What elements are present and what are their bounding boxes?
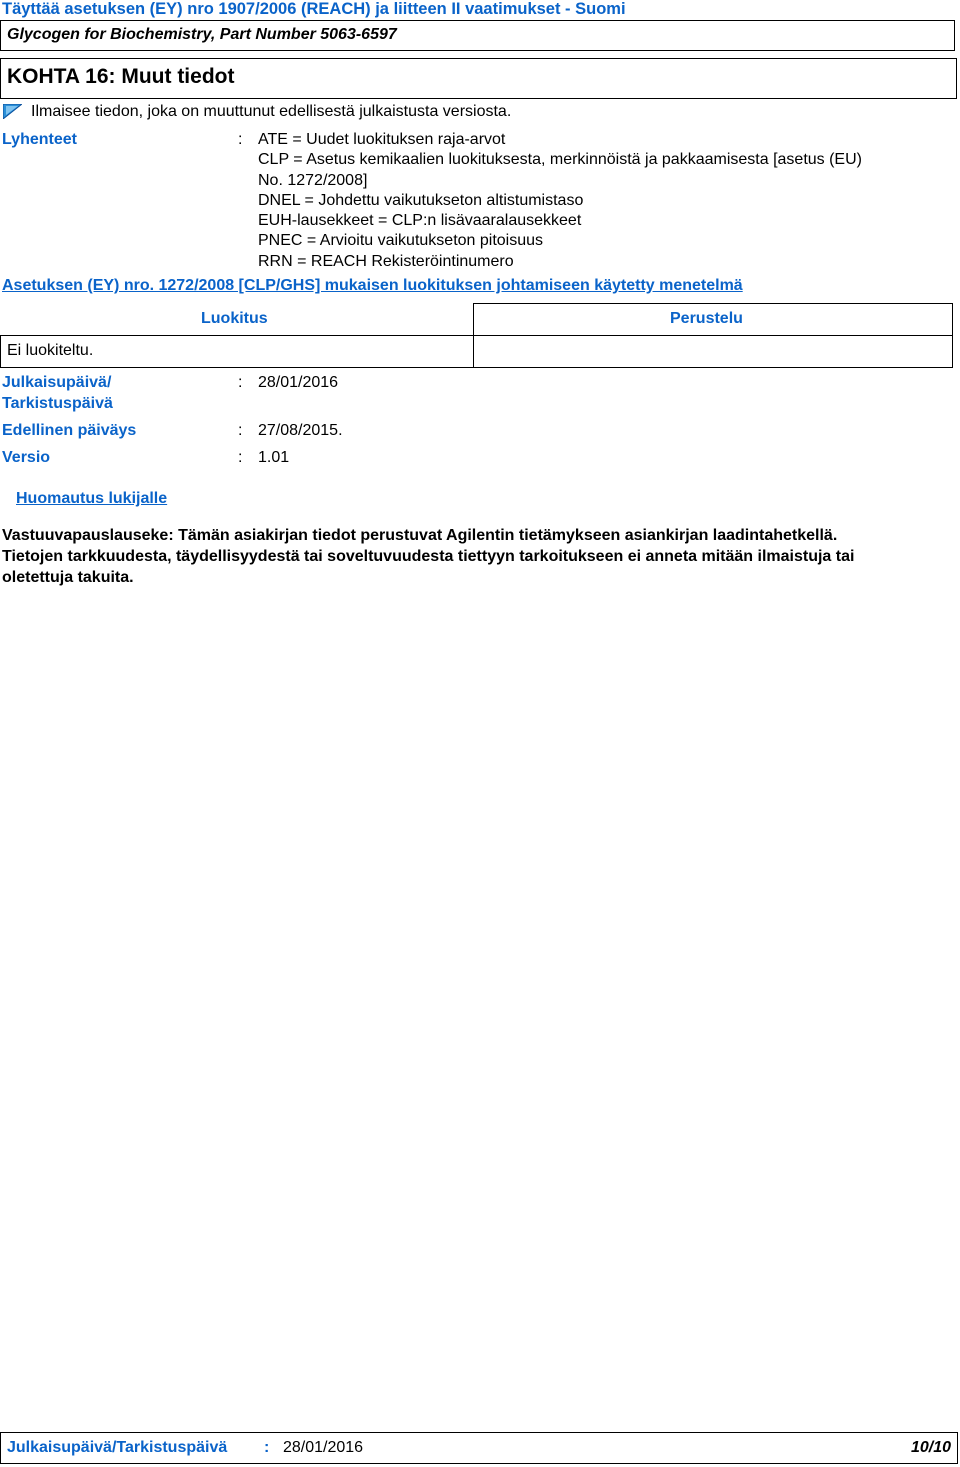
- previous-date-label: Edellinen päiväys: [2, 422, 137, 439]
- section-header-box: [0, 58, 957, 99]
- abbreviation-line: DNEL = Johdettu vaikutukseton altistumistaso: [258, 192, 584, 209]
- clp-method-heading: Asetuksen (EY) nro. 1272/2008 [CLP/GHS] mukaisen luokituksen johtamiseen käytetty menetelmä: [2, 277, 743, 294]
- abbreviation-line: No. 1272/2008]: [258, 172, 368, 189]
- abbreviation-line: CLP = Asetus kemikaalien luokituksesta, merkinnöistä ja pakkaamisesta [asetus (EU): [258, 151, 862, 168]
- previous-date-value: 27/08/2015.: [258, 422, 343, 439]
- version-value: 1.01: [258, 449, 290, 466]
- table-cell-basis: [473, 335, 953, 368]
- classification-table: [0, 303, 953, 368]
- triangle-flag-icon: [3, 104, 22, 119]
- disclaimer-line: oletettuja takuita.: [2, 569, 134, 586]
- abbreviations-label: Lyhenteet: [2, 131, 77, 148]
- issue-date-colon: :: [238, 374, 243, 391]
- table-header-basis: [473, 303, 953, 336]
- footer-colon: :: [264, 1439, 270, 1456]
- page-footer: [0, 1432, 958, 1464]
- disclaimer-line: Vastuuvapauslauseke: Tämän asiakirjan tiedot perustuvat Agilentin tietämykseen asiankirjan laadintahetkellä.: [2, 527, 838, 544]
- version-colon: :: [238, 449, 243, 466]
- abbreviation-line: EUH-lausekkeet = CLP:n lisävaaralausekkeet: [258, 212, 582, 229]
- section-title: KOHTA 16: Muut tiedot: [7, 65, 235, 88]
- column-header-basis: Perustelu: [670, 310, 743, 327]
- classification-value: Ei luokiteltu.: [7, 342, 94, 359]
- table-cell-classification: [0, 335, 474, 368]
- product-header-box: [0, 20, 955, 51]
- issue-date-label: Julkaisupäivä/: [2, 374, 112, 391]
- abbreviation-line: RRN = REACH Rekisteröintinumero: [258, 253, 514, 270]
- product-name: Glycogen for Biochemistry, Part Number 5063-6597: [7, 26, 397, 43]
- page-number: 10/10: [910, 1439, 951, 1456]
- disclaimer-line: Tietojen tarkkuudesta, täydellisyydestä tai soveltuvuudesta tiettyyn tarkoitukseen ei anneta mitään ilmaistuja tai: [2, 548, 855, 565]
- change-indicator-note: Ilmaisee tiedon, joka on muuttunut edellisestä julkaistusta versiosta.: [31, 103, 512, 120]
- abbreviations-colon: :: [238, 131, 243, 148]
- previous-date-colon: :: [238, 422, 243, 439]
- version-label: Versio: [2, 449, 51, 466]
- column-header-classification: Luokitus: [201, 310, 268, 327]
- document-regulation-title: Täyttää asetuksen (EY) nro 1907/2006 (REACH) ja liitteen II vaatimukset - Suomi: [2, 0, 626, 18]
- abbreviation-line: ATE = Uudet luokituksen raja-arvot: [258, 131, 506, 148]
- notice-heading: Huomautus lukijalle: [16, 490, 168, 507]
- abbreviation-line: PNEC = Arvioitu vaikutukseton pitoisuus: [258, 232, 544, 249]
- footer-date-label: Julkaisupäivä/Tarkistuspäivä: [7, 1439, 228, 1456]
- footer-date-value: 28/01/2016: [283, 1439, 364, 1456]
- issue-date-label-cont: Tarkistuspäivä: [2, 395, 113, 412]
- issue-date-value: 28/01/2016: [258, 374, 339, 391]
